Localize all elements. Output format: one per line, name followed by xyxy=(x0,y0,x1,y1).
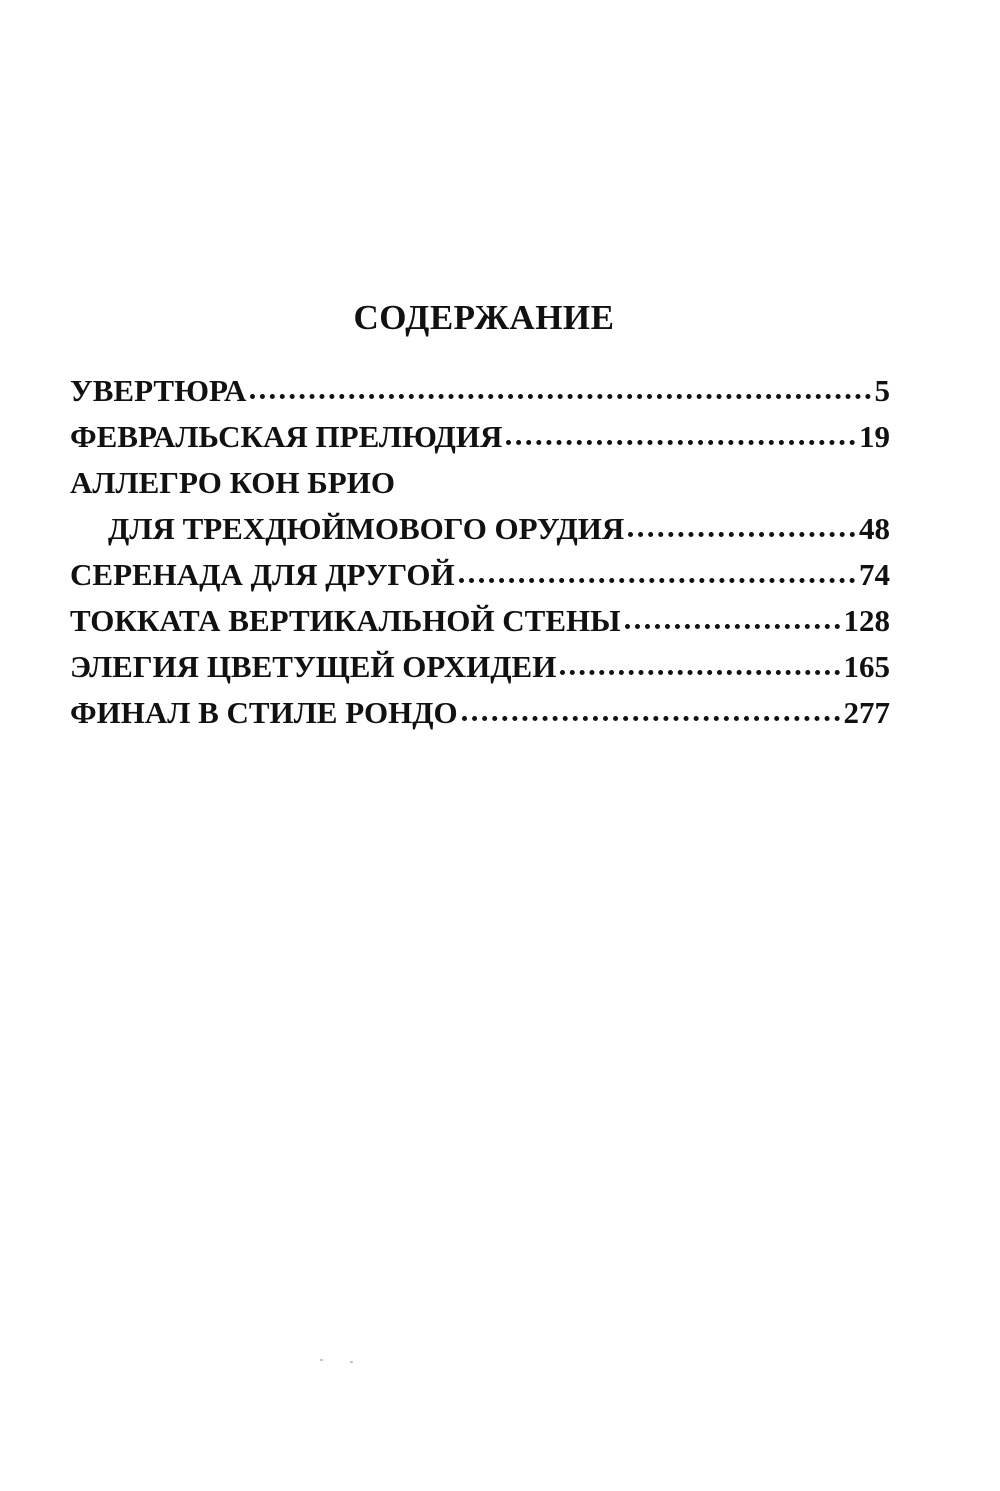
toc-entry-page-number: 5 xyxy=(874,373,890,408)
toc-entry xyxy=(70,552,890,598)
toc-entry xyxy=(70,460,890,552)
toc-entry-page-number: 128 xyxy=(843,603,890,638)
toc-entry xyxy=(70,414,890,460)
dot-leader xyxy=(506,430,855,445)
dot-leader xyxy=(625,614,840,629)
toc-entry-page-number: 19 xyxy=(859,419,890,454)
toc-entry xyxy=(70,690,890,736)
toc-entry-page-number: 74 xyxy=(859,557,890,592)
toc-entry-title: АЛЛЕГРО КОН БРИО xyxy=(70,465,395,500)
toc-entry xyxy=(70,368,890,414)
dot-leader xyxy=(459,568,855,583)
dot-leader xyxy=(250,384,870,399)
toc-entry-title: СЕРЕНАДА ДЛЯ ДРУГОЙ xyxy=(70,557,455,592)
toc-entry-title: УВЕРТЮРА xyxy=(70,373,247,408)
scan-speck xyxy=(320,1359,323,1361)
toc-entry-page-number: 277 xyxy=(843,695,890,730)
toc-entry xyxy=(70,644,890,690)
table-of-contents xyxy=(70,368,890,736)
dot-leader xyxy=(560,660,839,675)
dot-leader xyxy=(462,706,840,721)
toc-entry-title: ЭЛЕГИЯ ЦВЕТУЩЕЙ ОРХИДЕИ xyxy=(70,649,557,684)
toc-entry-title: ТОККАТА ВЕРТИКАЛЬНОЙ СТЕНЫ xyxy=(70,603,621,638)
toc-heading: СОДЕРЖАНИЕ xyxy=(353,298,615,337)
toc-entry-page-number: 48 xyxy=(859,511,890,546)
scan-speck xyxy=(350,1361,353,1363)
toc-entry-page-number: 165 xyxy=(843,649,890,684)
toc-entry-title: ФИНАЛ В СТИЛЕ РОНДО xyxy=(70,695,458,730)
toc-entry xyxy=(70,598,890,644)
toc-entry-title: ФЕВРАЛЬСКАЯ ПРЕЛЮДИЯ xyxy=(70,419,503,454)
dot-leader xyxy=(628,522,855,537)
toc-entry-title-continuation: ДЛЯ ТРЕХДЮЙМОВОГО ОРУДИЯ xyxy=(108,511,625,546)
